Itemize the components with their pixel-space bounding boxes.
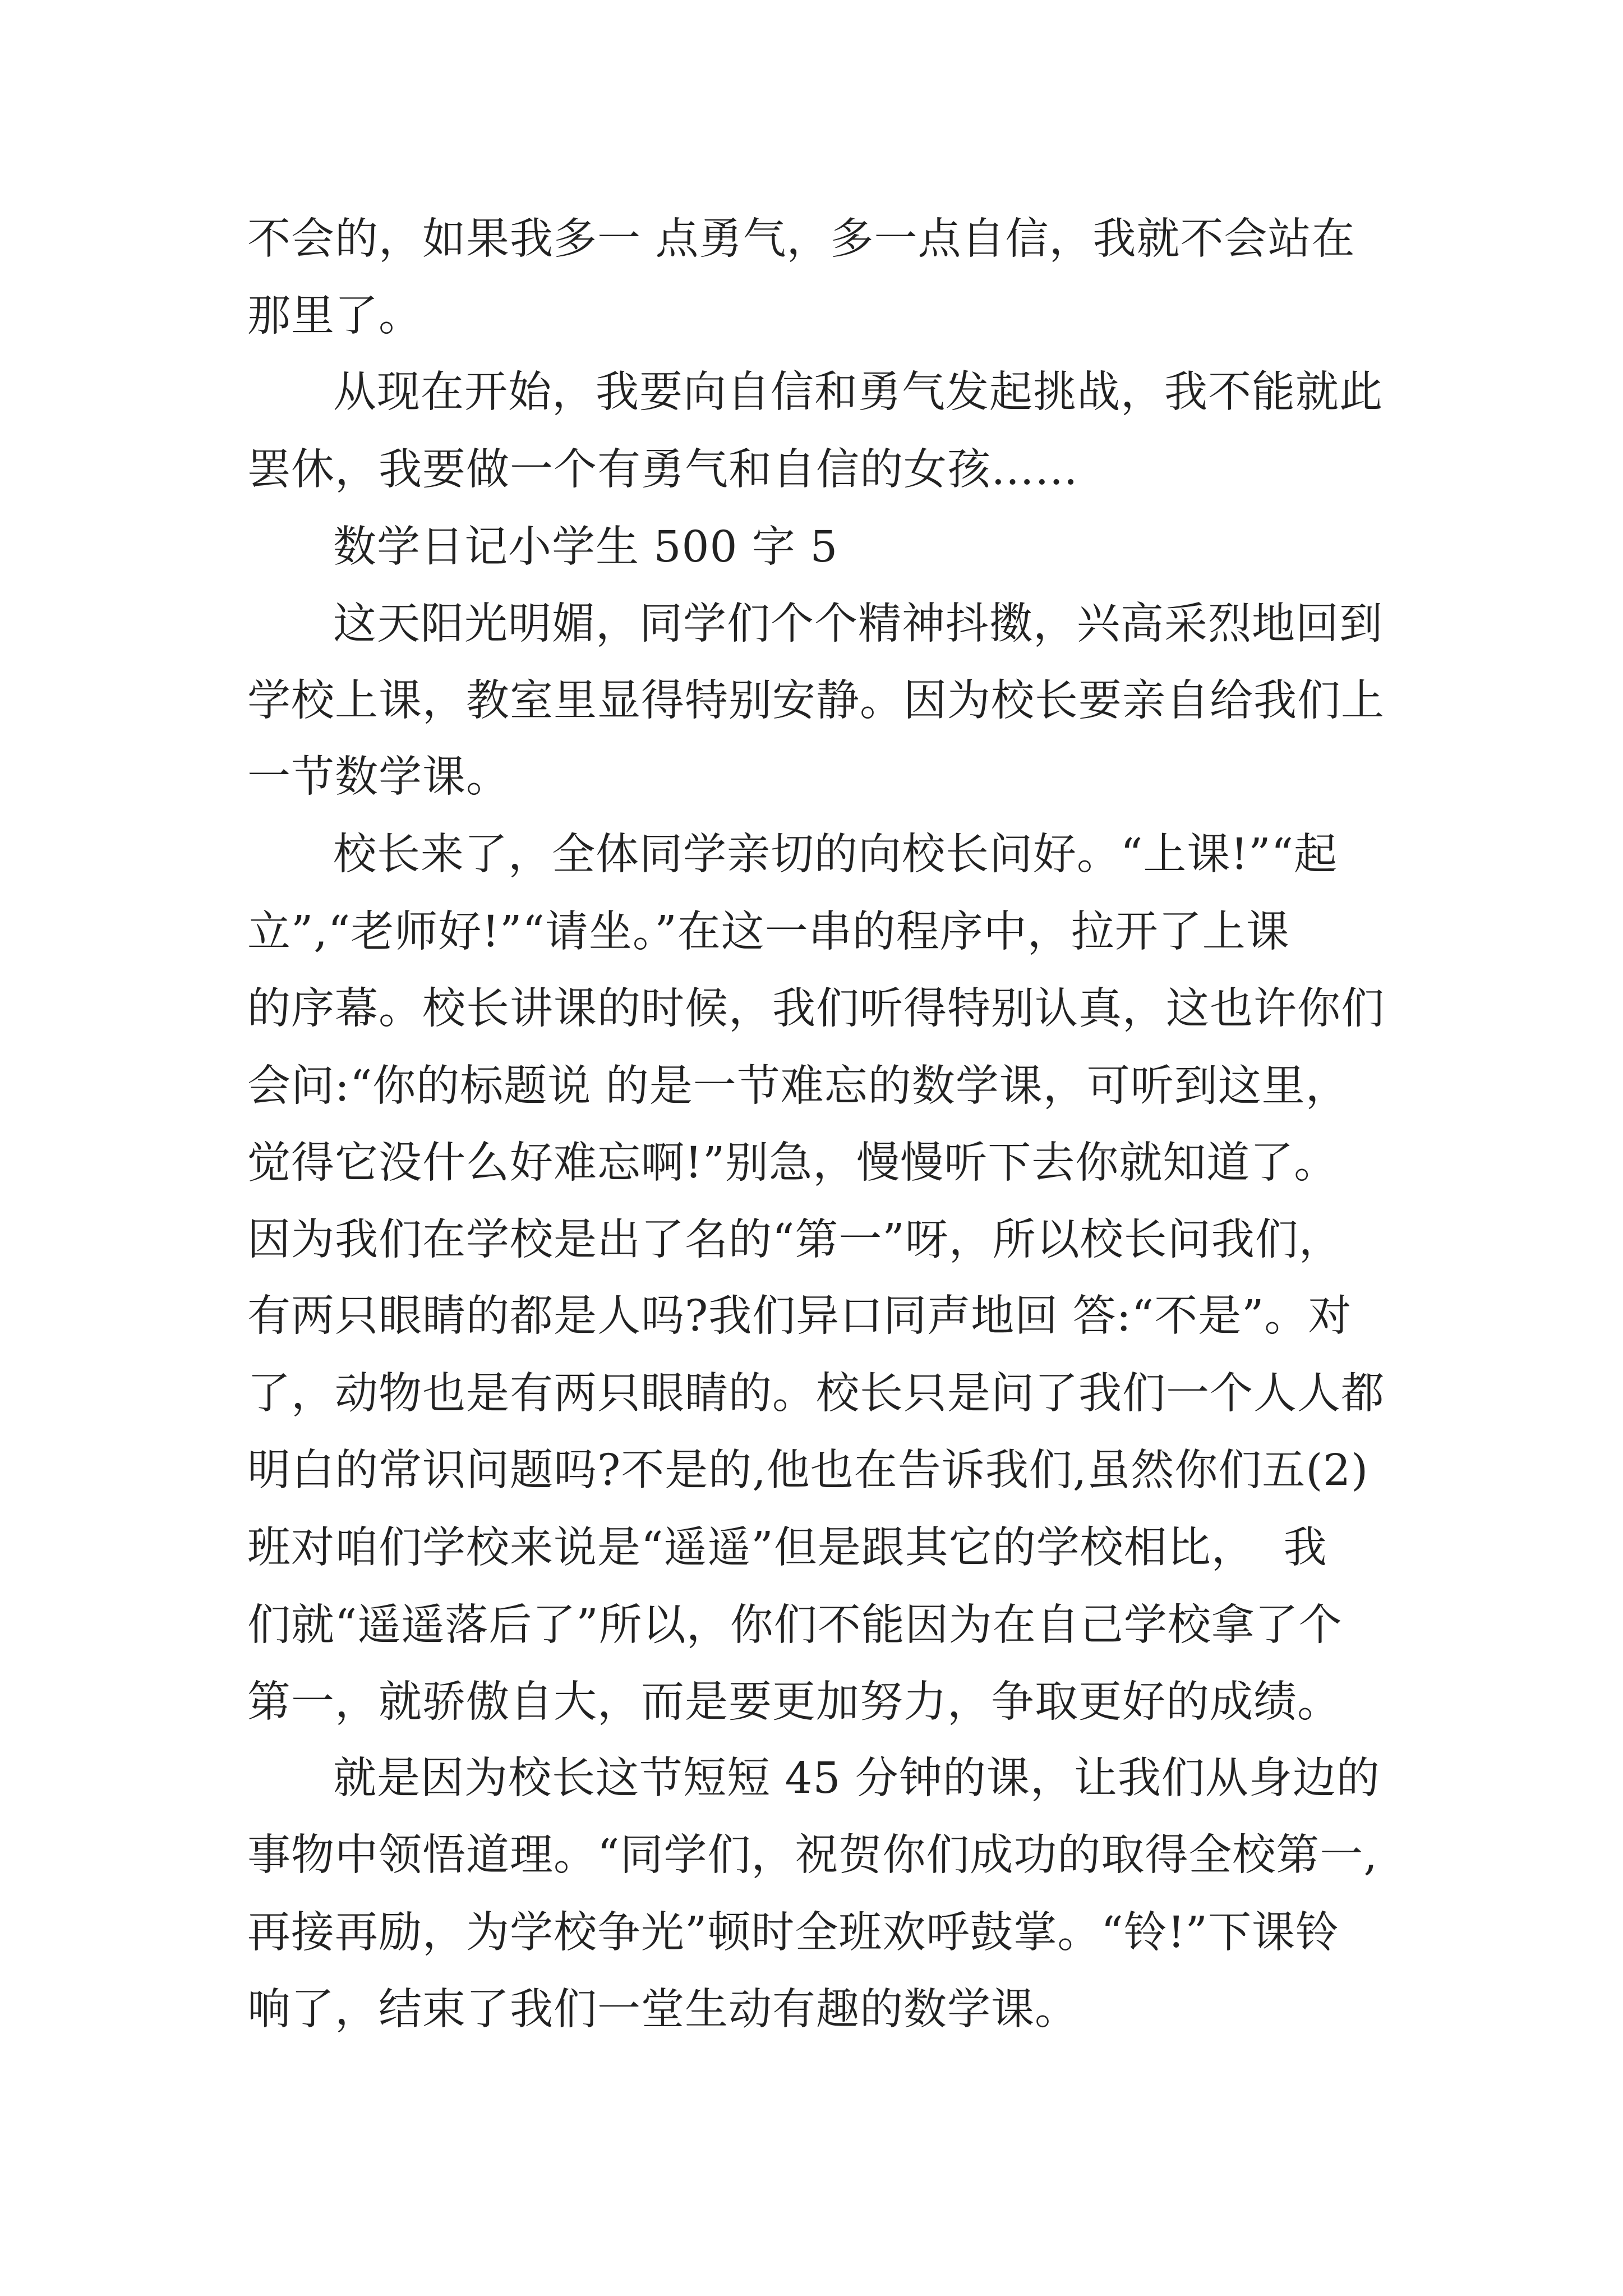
text-line: 那里了。	[247, 291, 422, 341]
text-line: 就是因为校长这节短短 45 分钟的课，让我们从身边的	[333, 1754, 1380, 1803]
text-line: 有两只眼睛的都是人吗?我们异口同声地回 答:“不是”。对	[247, 1291, 1352, 1341]
text-line: 不会的，如果我多一 点勇气，多一点自信，我就不会站在	[247, 214, 1355, 264]
text-line: 的序幕。校长讲课的时候，我们听得特别认真，这也许你们	[247, 984, 1385, 1034]
text-line: 们就“遥遥落后了”所以，你们不能因为在自己学校拿了个	[247, 1600, 1343, 1650]
text-line: 了，动物也是有两只眼睛的。校长只是问了我们一个人人都	[247, 1369, 1385, 1419]
text-line: 会问:“你的标题说 的是一节难忘的数学课，可听到这里，	[247, 1061, 1349, 1111]
text-line: 学校上课，教室里显得特别安静。因为校长要亲自给我们上	[247, 676, 1385, 726]
text-line: 一节数学课。	[247, 752, 510, 802]
text-line: 校长来了，全体同学亲切的向校长问好。“上课!”“起	[333, 830, 1338, 880]
text-line: 班对咱们学校来说是“遥遥”但是跟其它的学校相比， 我	[247, 1523, 1327, 1573]
text-line: 这天阳光明媚，同学们个个精神抖擞，兴高采烈地回到	[333, 599, 1383, 649]
text-line: 从现在开始，我要向自信和勇气发起挑战，我不能就此	[333, 367, 1383, 417]
text-line: 觉得它没什么好难忘啊!”别急，慢慢听下去你就知道了。	[247, 1138, 1338, 1188]
text-line: 立”,“老师好!”“请坐。”在这一串的程序中，拉开了上课	[247, 907, 1290, 957]
text-line: 响了，结束了我们一堂生动有趣的数学课。	[247, 1985, 1078, 2035]
text-line: 第一，就骄傲自大，而是要更加努力，争取更好的成绩。	[247, 1677, 1341, 1727]
text-line: 因为我们在学校是出了名的“第一”呀，所以校长问我们，	[247, 1215, 1343, 1265]
text-line: 再接再励，为学校争光”顿时全班欢呼鼓掌。“铃!”下课铃	[247, 1908, 1340, 1958]
text-line: 罢休，我要做一个有勇气和自信的女孩……	[247, 445, 1078, 495]
text-line: 事物中领悟道理。“同学们，祝贺你们成功的取得全校第一,	[247, 1830, 1378, 1880]
text-line: 明白的常识问题吗?不是的,他也在告诉我们,虽然你们五(2)	[247, 1446, 1369, 1496]
section-heading: 数学日记小学生 500 字 5	[333, 522, 838, 572]
